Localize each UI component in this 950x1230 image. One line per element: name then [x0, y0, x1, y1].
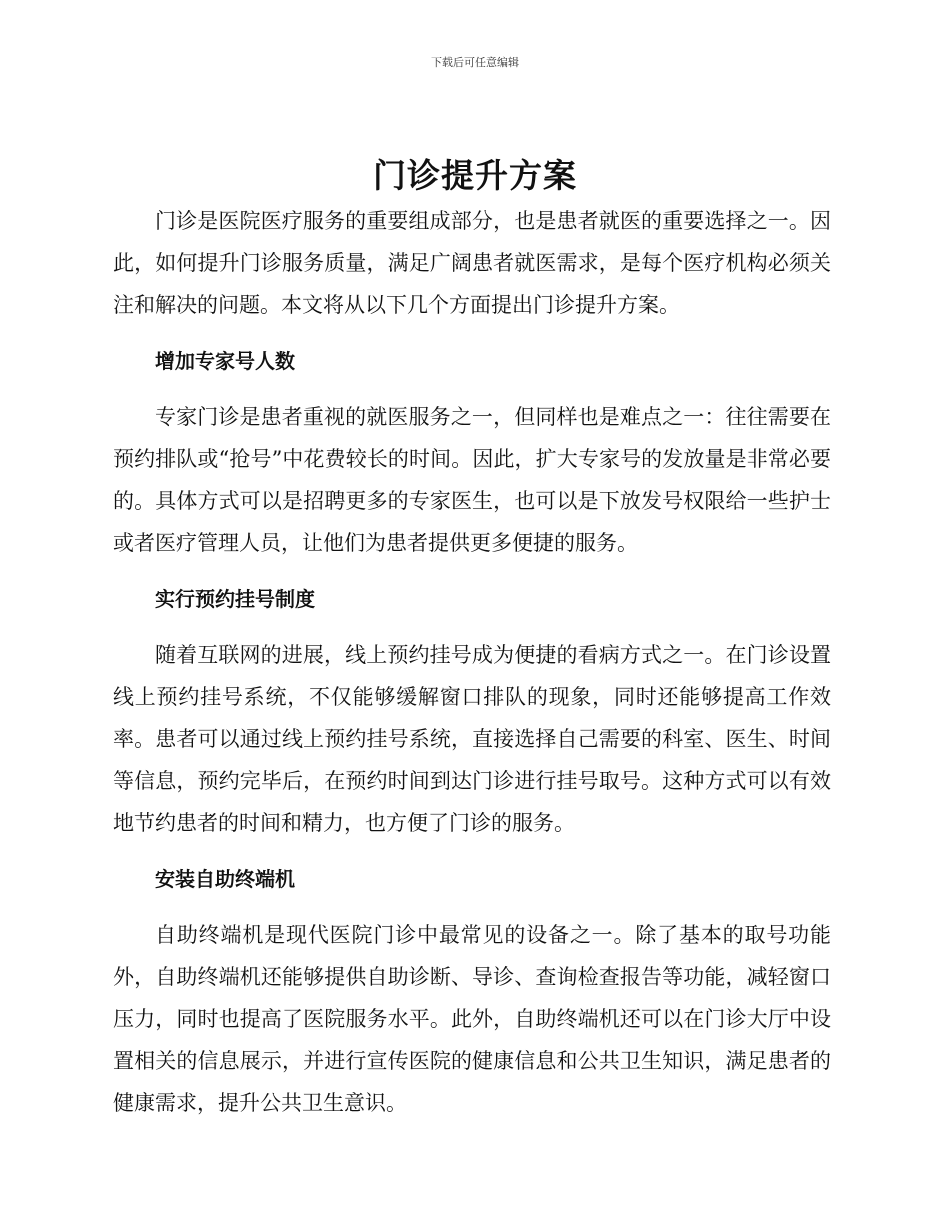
section-heading: 实行预约挂号制度: [155, 587, 315, 611]
section-heading: 增加专家号人数: [155, 349, 295, 373]
section-paragraph: 专家门诊是患者重视的就医服务之一，但同样也是难点之一：往往需要在预约排队或“抢号”中花费较长的时间。因此，扩大专家号的发放量是非常必要的。具体方式可以是招聘更多的专家医生，也可以是下放发号权限给一些护士或者医疗管理人员，让他们为患者提供更多便捷的服务。: [113, 405, 831, 555]
document-title: 门诊提升方案: [373, 156, 577, 195]
section-expert-numbers: [113, 340, 831, 564]
section-self-service-kiosk: [113, 858, 831, 1124]
section-paragraph: 随着互联网的进展，线上预约挂号成为便捷的看病方式之一。在门诊设置线上预约挂号系统，不仅能够缓解窗口排队的现象，同时还能够提高工作效率。患者可以通过线上预约挂号系统，直接选择自己需要的科室、医生、时间等信息，预约完毕后，在预约时间到达门诊进行挂号取号。这种方式可以有效地节约患者的时间和精力，也方便了门诊的服务。: [113, 643, 831, 835]
header-note: 下载后可任意编辑: [431, 56, 519, 69]
section-appointment-system: [113, 578, 831, 844]
document-body: [113, 200, 831, 1124]
intro-paragraph: 门诊是医院医疗服务的重要组成部分，也是患者就医的重要选择之一。因此，如何提升门诊服务质量，满足广阔患者就医需求，是每个医疗机构必须关注和解决的问题。本文将从以下几个方面提出门诊提升方案。: [113, 209, 831, 317]
section-paragraph: 自助终端机是现代医院门诊中最常见的设备之一。除了基本的取号功能外，自助终端机还能够提供自助诊断、导诊、查询检查报告等功能，减轻窗口压力，同时也提高了医院服务水平。此外，自助终端机还可以在门诊大厅中设置相关的信息展示，并进行宣传医院的健康信息和公共卫生知识，满足患者的健康需求，提升公共卫生意识。: [113, 923, 831, 1115]
section-heading: 安装自助终端机: [155, 867, 295, 891]
